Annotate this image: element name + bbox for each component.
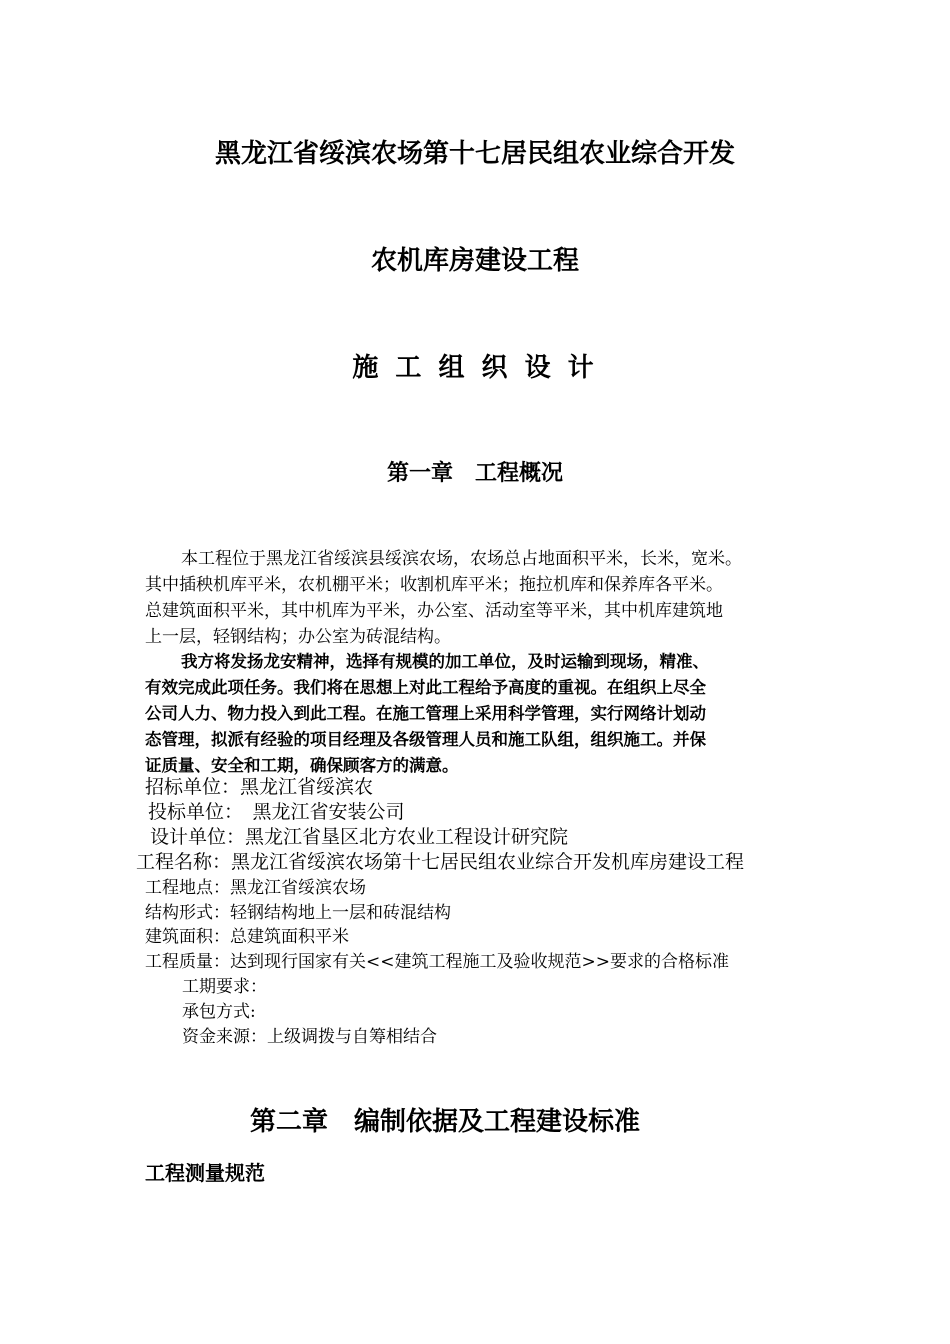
contract-mode: 承包方式:	[182, 1002, 256, 1022]
structure-type: 结构形式：轻钢结构地上一层和砖混结构	[145, 903, 451, 923]
commitment-line: 态管理，拟派有经验的项目经理及各级管理人员和施工队组，组织施工。并保	[145, 730, 706, 749]
chapter-1-heading: 第一章 工程概况	[386, 461, 563, 486]
overview-paragraph	[145, 546, 835, 650]
commitment-line: 我方将发扬龙安精神，选择有规模的加工单位，及时运输到现场，精准、	[181, 652, 709, 671]
project-name: 工程名称：黑龙江省绥滨农场第十七居民组农业综合开发机库房建设工程	[136, 851, 745, 873]
document-title-line-2: 农机库房建设工程	[370, 246, 579, 276]
overview-line: 其中插秧机库平米，农机棚平米；收割机库平米；拖拉机库和保养库各平米。	[145, 575, 723, 595]
section-heading: 工程测量规范	[145, 1161, 265, 1185]
document-title-line-3: 施 工 组 织 设 计	[352, 353, 598, 383]
chapter-2-heading: 第二章 编制依据及工程建设标准	[249, 1107, 640, 1137]
schedule-requirement: 工期要求：	[182, 977, 267, 997]
bidding-unit: 招标单位：黑龙江省绥滨农	[145, 776, 374, 798]
commitment-line: 有效完成此项任务。我们将在思想上对此工程给予高度的重视。在组织上尽全	[145, 678, 706, 697]
commitment-paragraph	[145, 649, 835, 779]
document-title-line-1: 黑龙江省绥滨农场第十七居民组农业综合开发	[214, 139, 735, 169]
design-unit: 设计单位：黑龙江省垦区北方农业工程设计研究院	[150, 826, 569, 848]
funding-source: 资金来源：上级调拨与自筹相结合	[182, 1027, 437, 1047]
building-area: 建筑面积：总建筑面积平米	[145, 927, 349, 947]
commitment-line: 证质量、安全和工期，确保顾客方的满意。	[145, 756, 459, 775]
overview-line: 总建筑面积平米，其中机库为平米，办公室、活动室等平米，其中机库建筑地	[145, 601, 723, 621]
commitment-line: 公司人力、物力投入到此工程。在施工管理上采用科学管理，实行网络计划动	[145, 704, 706, 723]
overview-line: 本工程位于黑龙江省绥滨县绥滨农场，农场总占地面积平米，长米，宽米。	[181, 549, 742, 569]
project-location: 工程地点：黑龙江省绥滨农场	[145, 878, 366, 898]
overview-line: 上一层，轻钢结构；办公室为砖混结构。	[145, 627, 451, 647]
project-quality: 工程质量：达到现行国家有关<<建筑工程施工及验收规范>>要求的合格标准	[145, 952, 729, 972]
tender-unit: 投标单位： 黑龙江省安装公司	[148, 801, 405, 823]
